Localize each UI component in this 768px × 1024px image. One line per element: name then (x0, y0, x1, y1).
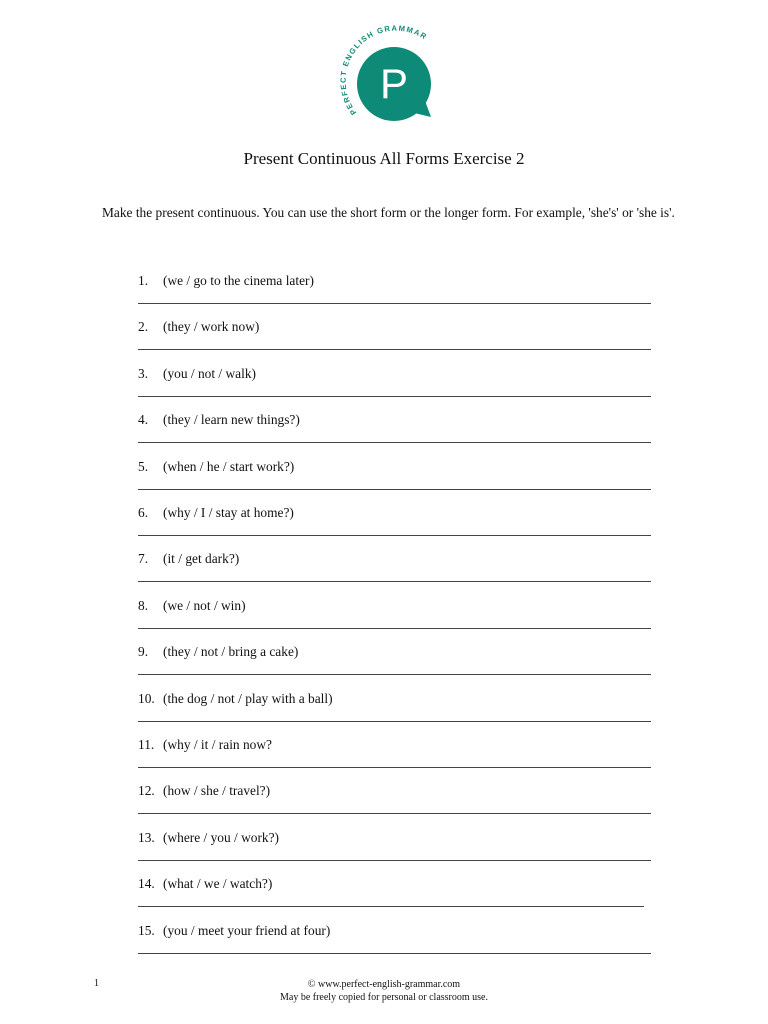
exercise-number: 10. (138, 690, 155, 706)
exercise-prompt (138, 876, 272, 892)
perfect-english-grammar-logo-icon (332, 22, 436, 122)
exercise-item (138, 366, 658, 414)
exercise-prompt-text: (why / I / stay at home?) (163, 505, 294, 520)
page-title: Present Continuous All Forms Exercise 2 (243, 149, 525, 168)
exercise-prompt-text: (it / get dark?) (163, 551, 240, 567)
answer-line[interactable] (138, 628, 651, 629)
exercise-prompt-text: (why / it / rain now? (163, 737, 272, 752)
exercise-prompt (138, 783, 270, 799)
exercise-prompt-text: (you / not / walk) (163, 365, 256, 381)
exercise-number: 2. (138, 319, 149, 335)
exercise-number: 11. (138, 737, 155, 752)
exercise-item (138, 551, 658, 599)
exercise-item (138, 691, 658, 739)
exercise-item (138, 505, 658, 553)
answer-line[interactable] (138, 303, 651, 304)
exercise-number: 7. (138, 551, 149, 567)
answer-line[interactable] (138, 767, 651, 768)
exercise-prompt-text: (how / she / travel?) (163, 783, 271, 799)
exercise-prompt (138, 366, 256, 382)
answer-line[interactable] (138, 813, 651, 814)
exercise-number: 12. (138, 783, 155, 799)
exercise-number: 1. (138, 273, 149, 288)
footer (0, 978, 768, 1004)
exercise-prompt-text: (they / work now) (163, 319, 260, 335)
exercise-number: 6. (138, 505, 149, 520)
exercise-number: 14. (138, 876, 155, 892)
exercise-number: 9. (138, 644, 149, 660)
exercise-prompt (138, 459, 294, 475)
exercise-prompt-text: (when / he / start work?) (163, 458, 295, 474)
answer-line[interactable] (138, 442, 651, 443)
exercise-prompt (138, 598, 246, 614)
exercise-prompt-text: (we / go to the cinema later) (163, 273, 314, 288)
answer-line[interactable] (138, 860, 651, 861)
exercise-instructions: Make the present continuous. You can use the short form or the longer form. For example, 'she's' or 'she is'. (102, 205, 675, 220)
exercise-number: 4. (138, 412, 149, 428)
exercise-prompt-text: (they / learn new things?) (163, 412, 300, 428)
exercise-prompt (138, 505, 294, 521)
exercise-prompt-text: (what / we / watch?) (163, 876, 273, 892)
exercise-number: 13. (138, 829, 155, 845)
exercise-prompt (138, 644, 298, 660)
footer-note: May be freely copied for personal or classroom use. (280, 992, 488, 1003)
footer-copyright: © www.perfect-english-grammar.com (307, 979, 461, 990)
answer-line[interactable] (138, 906, 644, 907)
exercise-prompt-text: (we / not / win) (163, 597, 246, 613)
brand-logo (332, 22, 436, 122)
answer-line[interactable] (138, 953, 651, 954)
exercise-prompt (138, 273, 314, 289)
exercise-item (138, 830, 658, 878)
exercise-prompt (138, 551, 239, 567)
exercise-item (138, 783, 658, 831)
exercise-item (138, 737, 658, 785)
exercise-item (138, 598, 658, 646)
exercise-item (138, 459, 658, 507)
exercise-number: 15. (138, 922, 155, 938)
exercise-number: 8. (138, 597, 149, 613)
answer-line[interactable] (138, 396, 651, 397)
exercise-prompt-text: (they / not / bring a cake) (163, 644, 299, 660)
exercise-prompt-text: (the dog / not / play with a ball) (163, 690, 333, 706)
page-number: 1 (94, 978, 99, 989)
exercise-prompt (138, 830, 279, 846)
exercise-prompt (138, 737, 272, 753)
exercise-prompt (138, 923, 330, 939)
exercise-item (138, 412, 658, 460)
exercise-item (138, 644, 658, 692)
exercise-prompt (138, 319, 259, 335)
exercise-prompt (138, 412, 300, 428)
svg-text:P: P (379, 60, 409, 107)
exercise-item (138, 319, 658, 367)
answer-line[interactable] (138, 349, 651, 350)
exercise-prompt (138, 691, 333, 707)
answer-line[interactable] (138, 535, 651, 536)
exercise-prompt-text: (you / meet your friend at four) (163, 922, 331, 938)
exercise-number: 5. (138, 458, 149, 474)
exercise-item (138, 876, 658, 924)
answer-line[interactable] (138, 489, 651, 490)
exercise-item (138, 923, 658, 971)
exercise-prompt-text: (where / you / work?) (163, 829, 280, 845)
svg-text:PERFECT ENGLISH GRAMMAR: PERFECT ENGLISH GRAMMAR (338, 23, 430, 117)
exercise-number: 3. (138, 365, 149, 381)
exercise-item (138, 273, 658, 321)
answer-line[interactable] (138, 721, 651, 722)
answer-line[interactable] (138, 581, 651, 582)
answer-line[interactable] (138, 674, 651, 675)
